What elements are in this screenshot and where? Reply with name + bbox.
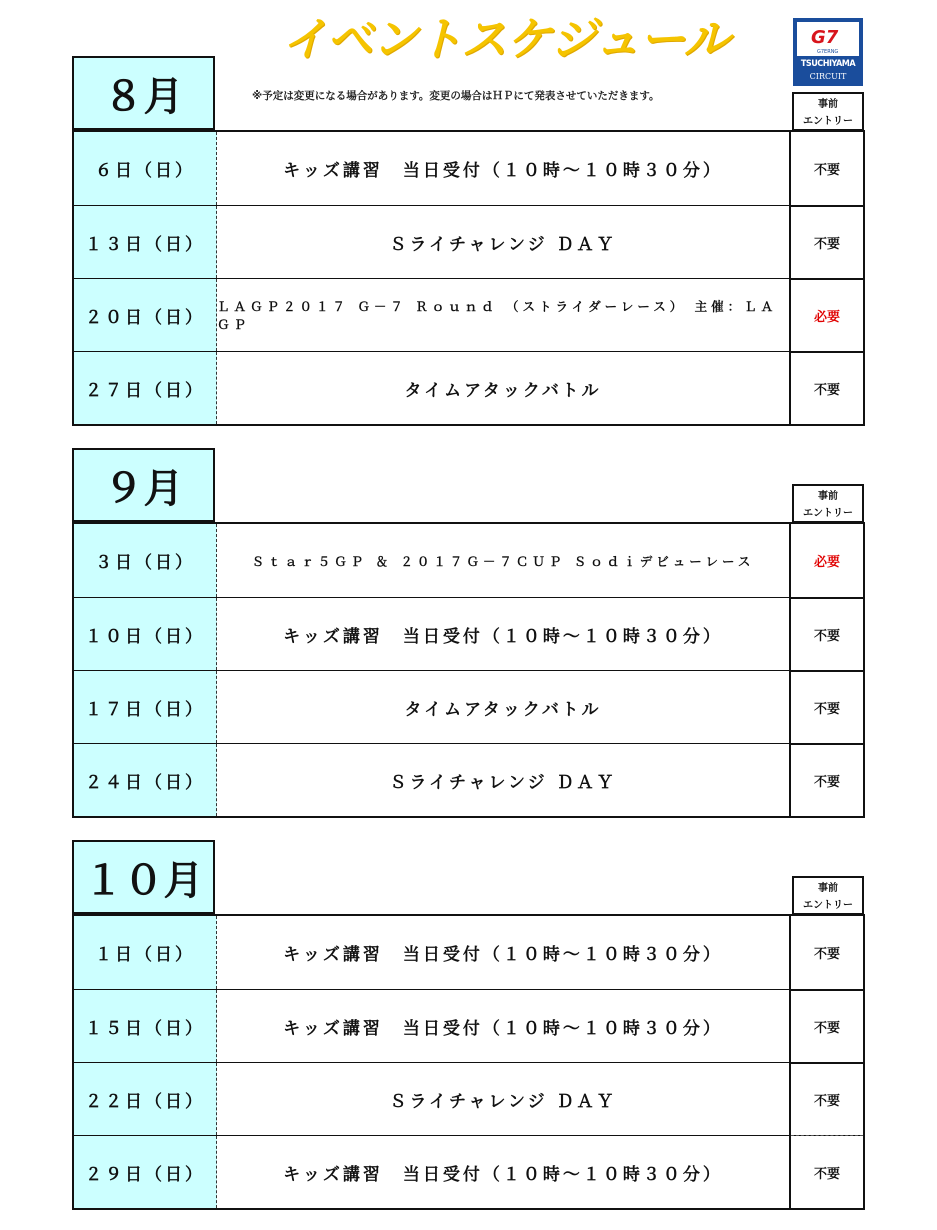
entry-requirement: 不要 bbox=[813, 947, 840, 962]
event-name: Ｓライチャレンジ ＤＡＹ bbox=[217, 1063, 791, 1135]
entry-requirement: 不要 bbox=[791, 989, 863, 1062]
entry-column-header bbox=[792, 484, 864, 523]
event-date: １日（日） bbox=[74, 916, 217, 989]
month-label-august: ８月 bbox=[72, 56, 215, 130]
entry-requirement: 不要 bbox=[791, 743, 863, 816]
entry-header-line2: エントリー bbox=[803, 508, 853, 519]
event-name: キッズ講習 当日受付（１０時～１０時３０分） bbox=[217, 990, 791, 1062]
schedule-row bbox=[74, 205, 863, 278]
logo-subname: CIRCUIT bbox=[809, 72, 847, 81]
event-date: ２７日（日） bbox=[74, 352, 217, 424]
logo-name: TSUCHIYAMA bbox=[800, 59, 856, 69]
schedule-table-september bbox=[72, 522, 865, 818]
event-date: ２０日（日） bbox=[74, 279, 217, 351]
entry-column-header bbox=[792, 92, 864, 131]
event-date: １７日（日） bbox=[74, 671, 217, 743]
entry-requirement: 不要 bbox=[791, 351, 863, 424]
event-name: タイムアタックバトル bbox=[217, 352, 791, 424]
entry-requirement: 必要 bbox=[791, 278, 863, 351]
logo-mark: G7 bbox=[811, 27, 839, 48]
event-name: Ｓｔａｒ５ＧＰ ＆ ２０１７Ｇ－７ＣＵＰ Ｓｏｄｉデビューレース bbox=[217, 524, 791, 597]
schedule-row bbox=[74, 1135, 863, 1208]
schedule-row bbox=[74, 351, 863, 424]
month-label-september: ９月 bbox=[72, 448, 215, 522]
event-name: キッズ講習 当日受付（１０時～１０時３０分） bbox=[217, 598, 791, 670]
schedule-row bbox=[74, 1062, 863, 1135]
event-date: ２９日（日） bbox=[74, 1136, 217, 1208]
logo-small-text: G7ERNG bbox=[817, 49, 839, 55]
event-name: キッズ講習 当日受付（１０時～１０時３０分） bbox=[217, 132, 791, 205]
event-date: １５日（日） bbox=[74, 990, 217, 1062]
schedule-row bbox=[74, 597, 863, 670]
schedule-row bbox=[74, 916, 863, 989]
event-name: Ｓライチャレンジ ＤＡＹ bbox=[217, 744, 791, 816]
entry-header-line2: エントリー bbox=[803, 900, 853, 911]
entry-column-header bbox=[792, 876, 864, 915]
entry-requirement: 不要 bbox=[791, 1135, 863, 1208]
event-date: ２４日（日） bbox=[74, 744, 217, 816]
schedule-table-october bbox=[72, 914, 865, 1210]
schedule-row bbox=[74, 524, 863, 597]
event-name: Ｓライチャレンジ ＤＡＹ bbox=[217, 206, 791, 278]
entry-requirement: 不要 bbox=[791, 597, 863, 670]
entry-requirement: 不要 bbox=[791, 670, 863, 743]
month-label-october: １０月 bbox=[72, 840, 215, 914]
entry-header-line2: エントリー bbox=[803, 116, 853, 127]
schedule-row bbox=[74, 132, 863, 205]
event-name: キッズ講習 当日受付（１０時～１０時３０分） bbox=[217, 1136, 791, 1208]
circuit-logo bbox=[793, 18, 863, 86]
event-date: ２２日（日） bbox=[74, 1063, 217, 1135]
entry-header-line1: 事前 bbox=[818, 491, 838, 502]
schedule-row bbox=[74, 989, 863, 1062]
entry-header-line1: 事前 bbox=[818, 883, 838, 894]
entry-header-line1: 事前 bbox=[818, 99, 838, 110]
event-date: ６日（日） bbox=[74, 132, 217, 205]
event-name: ＬＡＧＰ２０１７ Ｇ－７ Ｒｏｕｎｄ （ストライダーレース） 主催：ＬＡＧＰ bbox=[217, 279, 791, 351]
entry-requirement: 必要 bbox=[813, 555, 840, 570]
event-date: ３日（日） bbox=[74, 524, 217, 597]
entry-requirement: 不要 bbox=[791, 205, 863, 278]
event-name: キッズ講習 当日受付（１０時～１０時３０分） bbox=[217, 916, 791, 989]
logo-emblem bbox=[797, 22, 859, 56]
schedule-notice: ※予定は変更になる場合があります。変更の場合はＨＰにて発表させていただきます。 bbox=[252, 90, 660, 102]
page-title: イベントスケジュール bbox=[281, 12, 729, 66]
event-name: タイムアタックバトル bbox=[217, 671, 791, 743]
event-date: １０日（日） bbox=[74, 598, 217, 670]
entry-requirement: 不要 bbox=[813, 163, 840, 178]
schedule-row bbox=[74, 670, 863, 743]
schedule-row bbox=[74, 278, 863, 351]
schedule-table-august bbox=[72, 130, 865, 426]
event-date: １３日（日） bbox=[74, 206, 217, 278]
entry-requirement: 不要 bbox=[791, 1062, 863, 1135]
schedule-row bbox=[74, 743, 863, 816]
